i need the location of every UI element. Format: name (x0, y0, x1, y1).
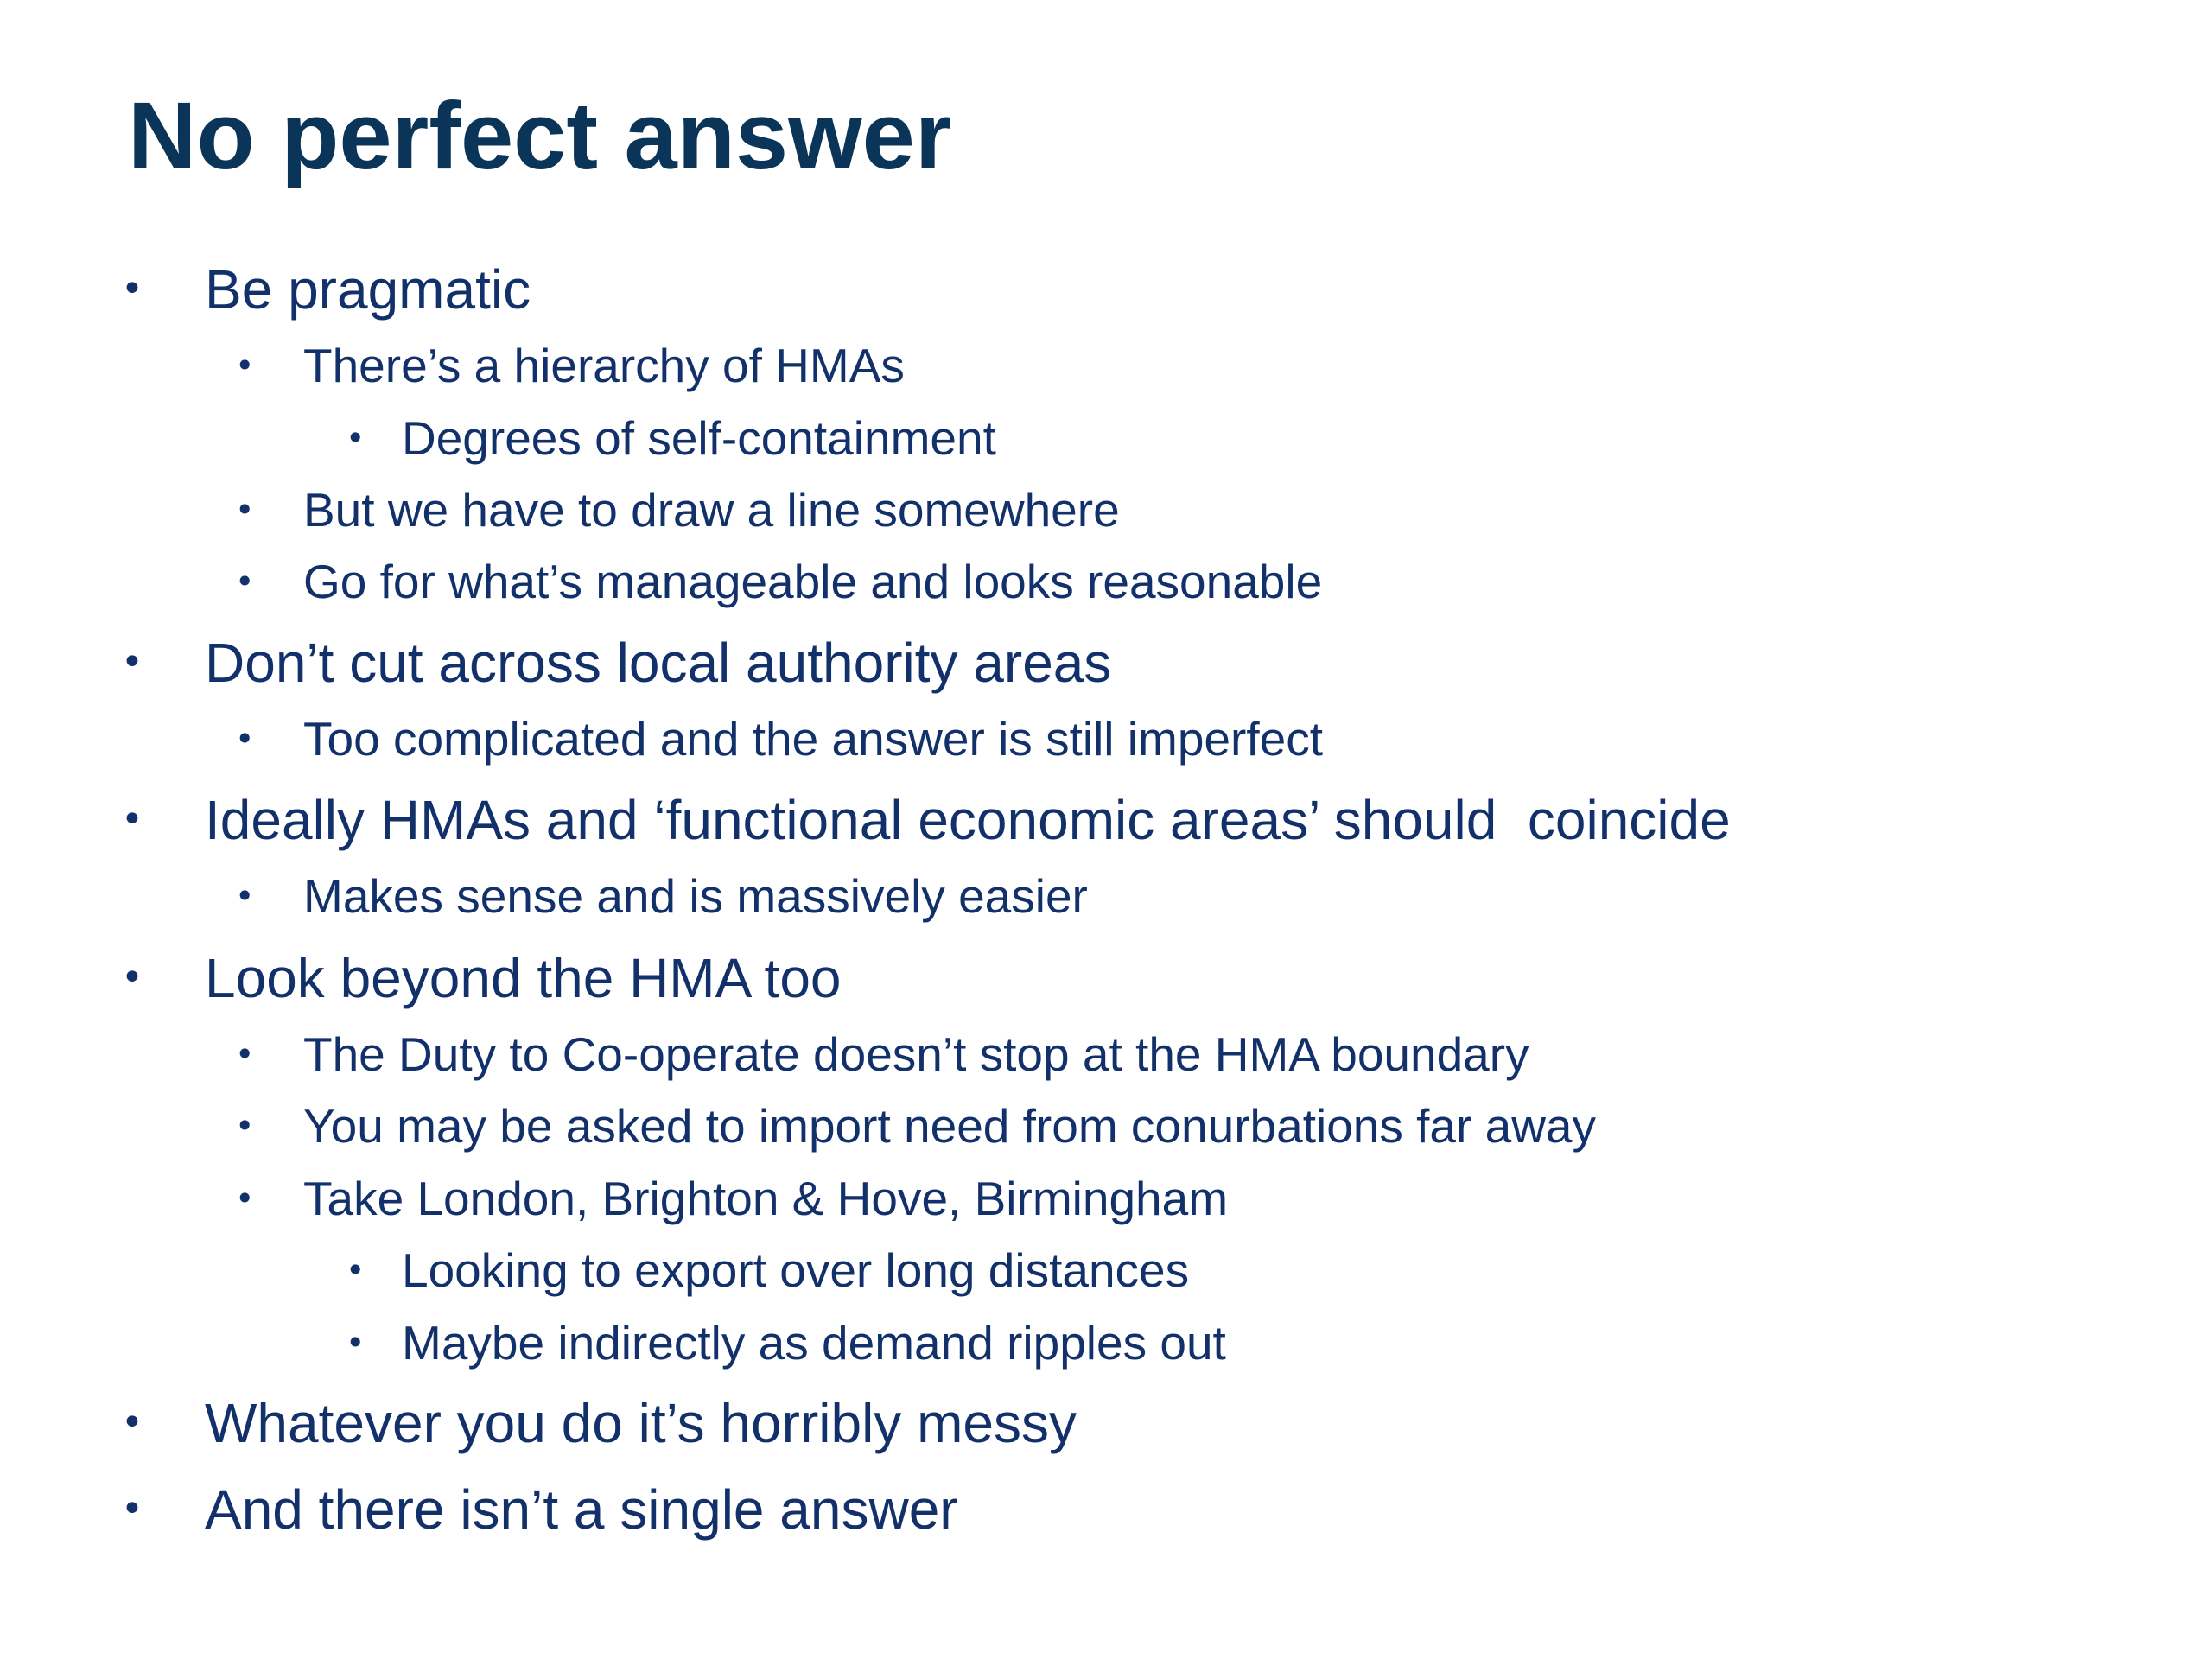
bullet-text: Don’t cut across local authority areas (205, 632, 1112, 694)
bullet-icon: • (235, 720, 255, 758)
bullet-icon: • (121, 1487, 143, 1531)
bullet-text: You may be asked to import need from conurbations far away (303, 1099, 1597, 1153)
bullet-text: Looking to export over long distances (402, 1243, 1190, 1297)
bullet-icon: • (346, 419, 365, 457)
bullet-text: Degrees of self-containment (402, 411, 996, 465)
bullet-text: The Duty to Co-operate doesn’t stop at the HMA boundary (303, 1027, 1529, 1081)
bullet-text: And there isn’t a single answer (205, 1478, 958, 1541)
bullet-icon: • (235, 877, 255, 915)
bullet-text: Be pragmatic (205, 258, 531, 321)
bullet-icon: • (235, 1035, 255, 1073)
bullet-text: Take London, Brighton & Hove, Birmingham (303, 1172, 1229, 1225)
bullet-text: Go for what’s manageable and looks reasonable (303, 555, 1323, 608)
bullet-icon: • (346, 1324, 365, 1362)
bullet-icon: • (235, 491, 255, 529)
bullet-icon: • (235, 1179, 255, 1217)
bullet-icon: • (121, 798, 143, 842)
bullet-text: Ideally HMAs and ‘functional economic areas’ should coincide (205, 789, 1731, 851)
bullet-text: Whatever you do it’s horribly messy (205, 1392, 1077, 1454)
bullet-icon: • (346, 1251, 365, 1289)
slide-title: No perfect answer (128, 83, 952, 189)
bullet-text: Too complicated and the answer is still imperfect (303, 712, 1323, 766)
bullet-text: But we have to draw a line somewhere (303, 483, 1120, 537)
bullet-icon: • (121, 640, 143, 684)
bullet-text: Makes sense and is massively easier (303, 869, 1088, 923)
bullet-icon: • (235, 346, 255, 385)
bullet-text: Look beyond the HMA too (205, 947, 842, 1009)
bullet-text: Maybe indirectly as demand ripples out (402, 1316, 1226, 1370)
bullet-icon: • (235, 563, 255, 601)
bullet-text: There’s a hierarchy of HMAs (303, 339, 905, 392)
bullet-icon: • (121, 1401, 143, 1445)
bullet-icon: • (121, 267, 143, 311)
bullet-icon: • (121, 956, 143, 1000)
bullet-icon: • (235, 1107, 255, 1145)
